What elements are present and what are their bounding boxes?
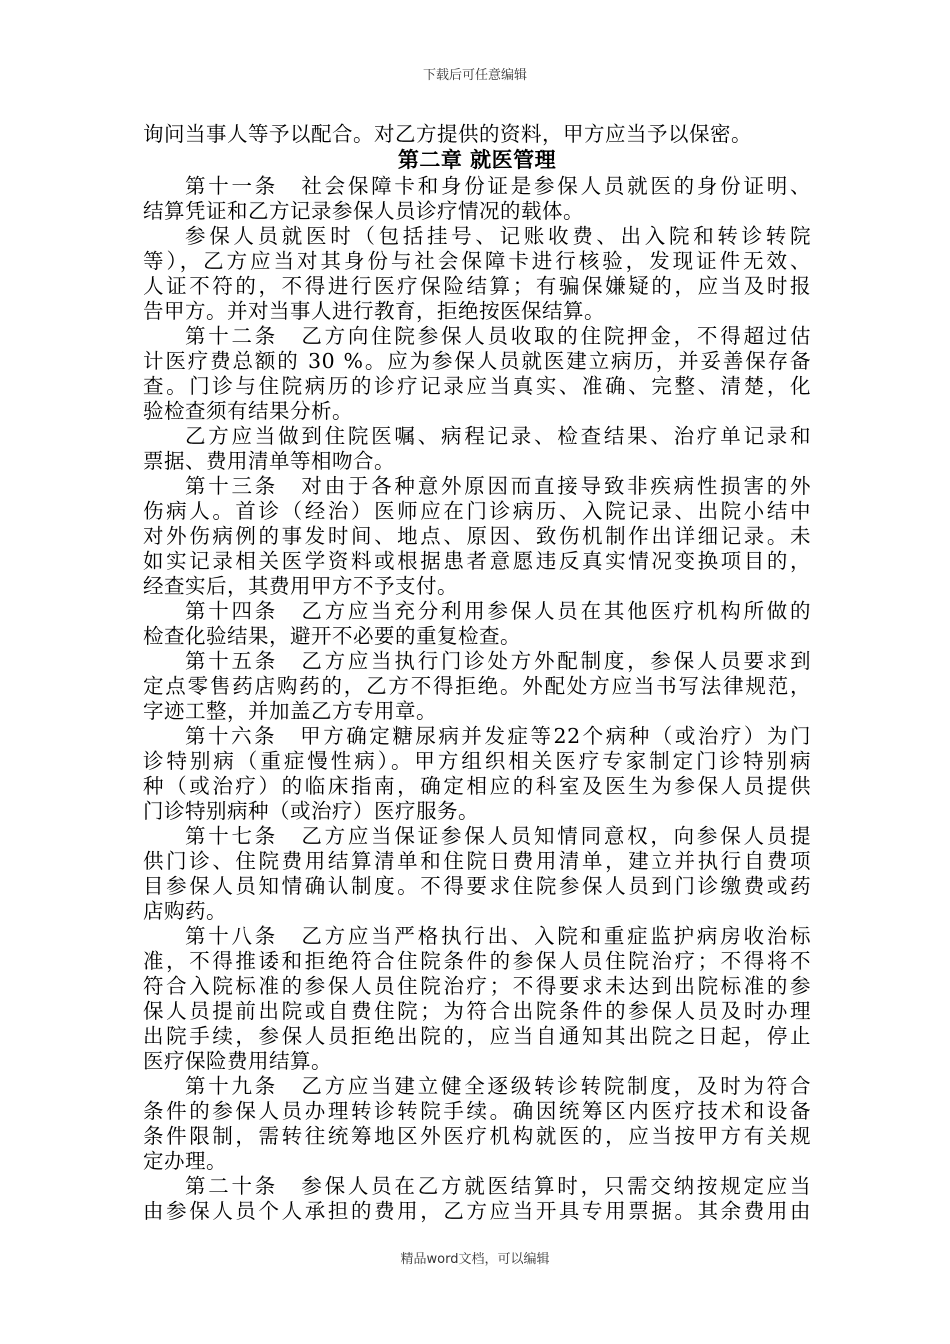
paragraph-line: 条件限制，需转往统筹地区外医疗机构就医的，应当按甲方有关规 — [143, 1124, 811, 1148]
paragraph-first-line: 第十六条 甲方确定糖尿病并发症等22个病种（或治疗）为门 — [185, 724, 811, 748]
paragraph-line: 对外伤病例的事发时间、地点、原因、致伤机制作出详细记录。未 — [143, 524, 811, 548]
paragraph-first-line: 参保人员就医时（包括挂号、记账收费、出入院和转诊转院 — [185, 224, 811, 248]
paragraph-line: 医疗保险费用结算。 — [143, 1049, 332, 1073]
paragraph-first-line: 第十三条 对由于各种意外原因而直接导致非疾病性损害的外 — [185, 474, 811, 498]
paragraph-line: 准，不得推诿和拒绝符合住院条件的参保人员住院治疗；不得将不 — [143, 949, 811, 973]
paragraph-line: 诊特别病（重症慢性病）。甲方组织相关医疗专家制定门诊特别病 — [143, 749, 811, 773]
paragraph-line: 计医疗费总额的 30 %。应为参保人员就医建立病历，并妥善保存备 — [143, 349, 811, 373]
paragraph-line: 验检查须有结果分析。 — [143, 399, 353, 423]
footer-note: 精品word文档，可以编辑 — [400, 1252, 550, 1267]
paragraph-first-line: 第十四条 乙方应当充分利用参保人员在其他医疗机构所做的 — [185, 599, 811, 623]
paragraph-line: 条件的参保人员办理转诊转院手续。确因统筹区内医疗技术和设备 — [143, 1099, 811, 1123]
paragraph-line: 如实记录相关医学资料或根据患者意愿违反真实情况变换项目的， — [143, 549, 811, 573]
paragraph-line: 查。门诊与住院病历的诊疗记录应当真实、准确、完整、清楚，化 — [143, 374, 811, 398]
paragraph-line: 告甲方。并对当事人进行教育，拒绝按医保结算。 — [143, 299, 605, 323]
paragraph-first-line: 乙方应当做到住院医嘱、病程记录、检查结果、治疗单记录和 — [185, 424, 811, 448]
paragraph-line: 保人员提前出院或自费住院；为符合出院条件的参保人员及时办理 — [143, 999, 811, 1023]
paragraph-line: 供门诊、住院费用结算清单和住院日费用清单，建立并执行自费项 — [143, 849, 811, 873]
paragraph-first-line: 第十五条 乙方应当执行门诊处方外配制度，参保人员要求到 — [185, 649, 811, 673]
paragraph-line: 门诊特别病种（或治疗）医疗服务。 — [143, 799, 479, 823]
paragraph-first-line: 第十九条 乙方应当建立健全逐级转诊转院制度，及时为符合 — [185, 1074, 811, 1098]
paragraph-line: 字迹工整，并加盖乙方专用章。 — [143, 699, 437, 723]
header-note: 下载后可任意编辑 — [422, 68, 527, 83]
paragraph-first-line: 第十七条 乙方应当保证参保人员知情同意权，向参保人员提 — [185, 824, 811, 848]
paragraph-line: 询问当事人等予以配合。对乙方提供的资料，甲方应当予以保密。 — [143, 122, 752, 146]
paragraph-line: 结算凭证和乙方记录参保人员诊疗情况的载体。 — [143, 199, 584, 223]
document-body — [143, 122, 811, 1224]
paragraph-first-line: 第十一条 社会保障卡和身份证是参保人员就医的身份证明、 — [185, 174, 811, 198]
paragraph-line: 定办理。 — [143, 1149, 227, 1173]
paragraph-first-line: 第十八条 乙方应当严格执行出、入院和重症监护病房收治标 — [185, 924, 811, 948]
paragraph-first-line: 第十二条 乙方向住院参保人员收取的住院押金，不得超过估 — [185, 324, 811, 348]
paragraph-line: 出院手续，参保人员拒绝出院的，应当自通知其出院之日起，停止 — [143, 1024, 811, 1048]
paragraph-line: 人证不符的，不得进行医疗保险结算；有骗保嫌疑的，应当及时报 — [143, 274, 811, 298]
paragraph-line: 种（或治疗）的临床指南，确定相应的科室及医生为参保人员提供 — [143, 774, 811, 798]
paragraph-line: 店购药。 — [143, 899, 227, 923]
paragraph-line: 由参保人员个人承担的费用，乙方应当开具专用票据。其余费用由 — [143, 1199, 811, 1223]
paragraph-line: 经查实后，其费用甲方不予支付。 — [143, 574, 458, 598]
paragraph-line: 目参保人员知情确认制度。不得要求住院参保人员到门诊缴费或药 — [143, 874, 811, 898]
chapter-title: 第二章 就医管理 — [397, 148, 557, 172]
paragraph-line: 伤病人。首诊（经治）医师应在门诊病历、入院记录、出院小结中 — [143, 499, 811, 523]
paragraph-line: 检查化验结果，避开不必要的重复检查。 — [143, 624, 521, 648]
paragraph-first-line: 第二十条 参保人员在乙方就医结算时，只需交纳按规定应当 — [185, 1174, 811, 1198]
paragraph-line: 等），乙方应当对其身份与社会保障卡进行核验，发现证件无效、 — [143, 249, 811, 273]
paragraph-line: 票据、费用清单等相吻合。 — [143, 449, 395, 473]
paragraph-line: 定点零售药店购药的，乙方不得拒绝。外配处方应当书写法律规范， — [143, 674, 811, 698]
paragraph-line: 符合入院标准的参保人员住院治疗；不得要求未达到出院标准的参 — [143, 974, 811, 998]
